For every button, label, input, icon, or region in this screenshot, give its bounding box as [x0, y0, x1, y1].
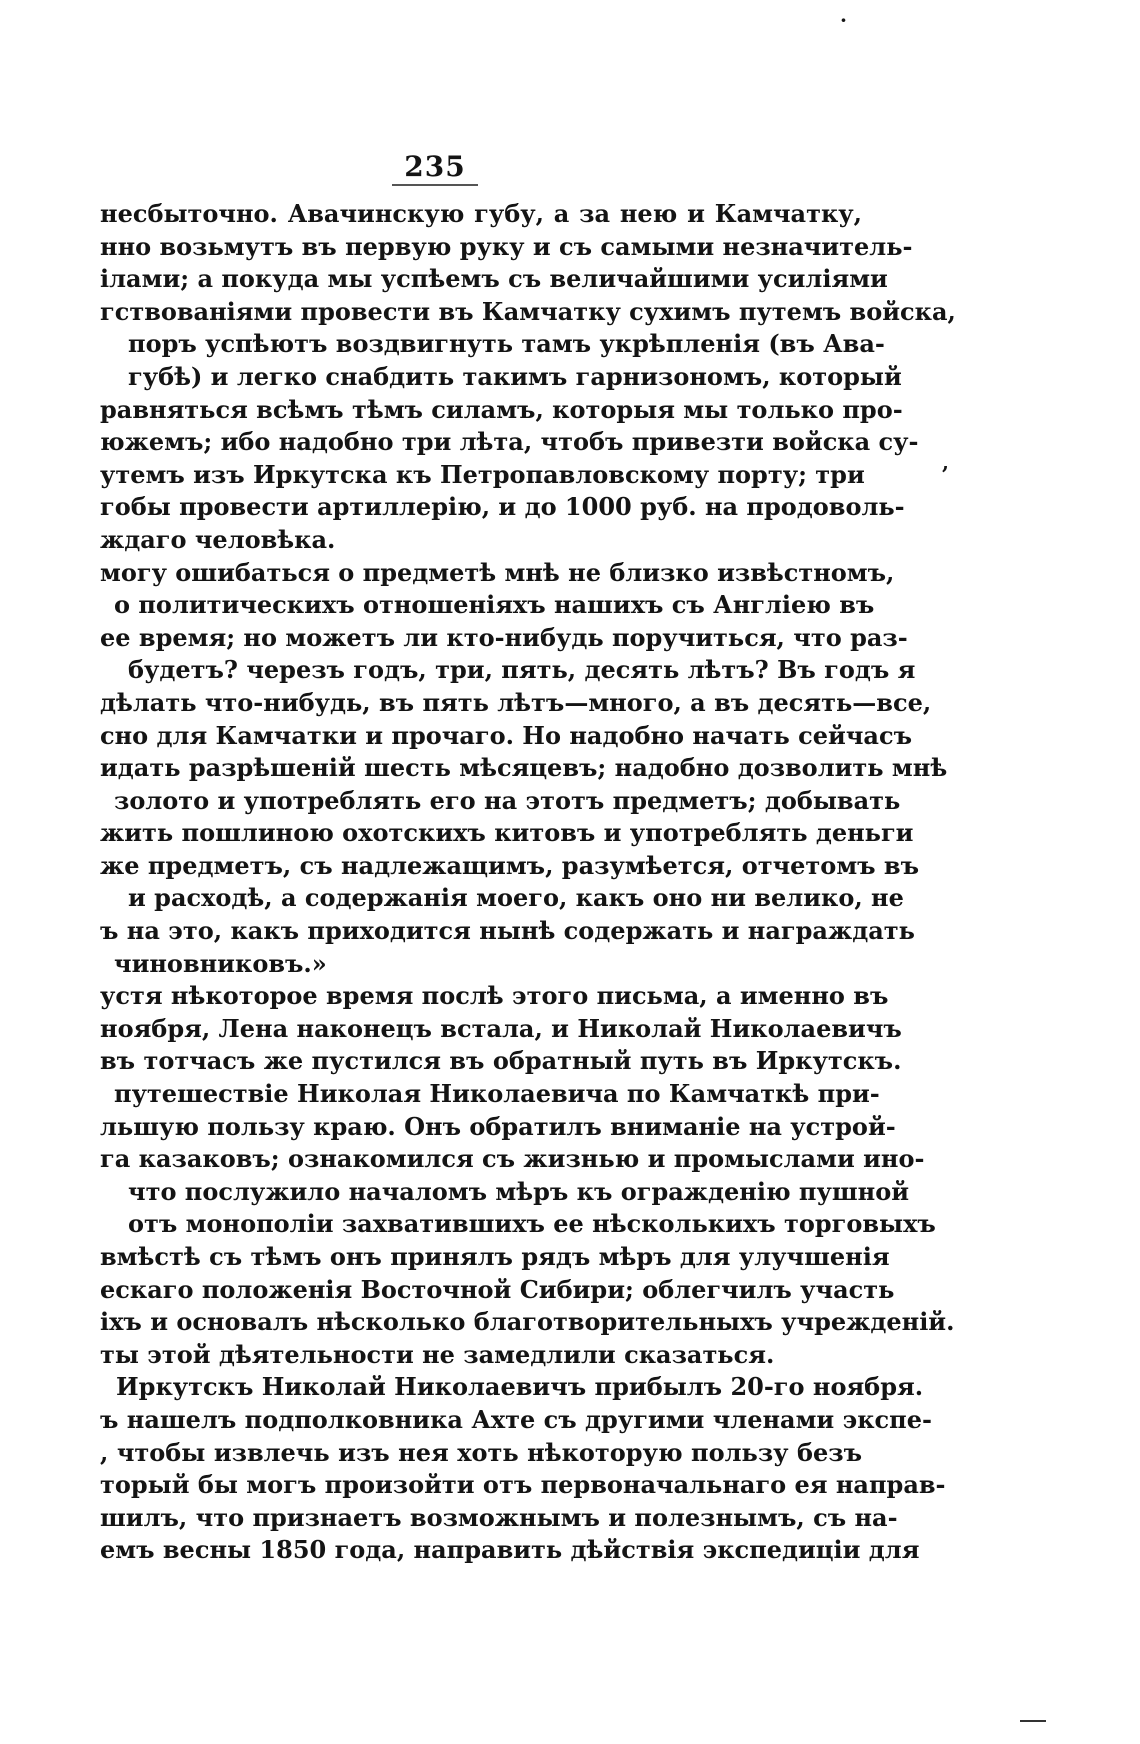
text-line: гобы провести артиллерію, и до 1000 руб. на продоволь- [100, 492, 905, 522]
text-line: и расходѣ, а содержанія моего, какъ оно ни велико, не [128, 883, 904, 913]
text-line: могу ошибаться о предметѣ мнѣ не близко извѣстномъ, [100, 557, 895, 587]
text-line: ее время; но можетъ ли кто-нибудь поручиться, что раз- [100, 622, 908, 652]
text-line: жить пошлиною охотскихъ китовъ и употреблять деньги [100, 818, 914, 848]
text-line: льшую пользу краю. Онъ обратилъ вниманіе на устрой- [100, 1111, 896, 1141]
text-line: дѣлать что-нибудь, въ пять лѣтъ—много, а въ десять—все, [100, 687, 932, 717]
text-line: нно возьмутъ въ первую руку и съ самыми незначитель- [100, 231, 913, 261]
text-line: путешествіе Николая Николаевича по Камчаткѣ при- [114, 1079, 880, 1109]
text-line: южемъ; ибо надобно три лѣта, чтобъ привезти войска су- [100, 427, 919, 457]
text-line: шилъ, что признаетъ возможнымъ и полезнымъ, съ на- [100, 1502, 898, 1532]
text-line: Иркутскъ Николай Николаевичъ прибылъ 20-го ноября. [116, 1372, 924, 1402]
text-line: ъ на это, какъ приходится нынѣ содержать и награждать [100, 916, 915, 946]
text-line: устя нѣкоторое время послѣ этого письма, а именно въ [100, 981, 889, 1011]
margin-tick-mark: , [942, 450, 949, 474]
text-line: золото и употреблять его на этотъ предметъ; добывать [114, 785, 901, 815]
text-line: идать разрѣшеній шесть мѣсяцевъ; надобно дозволить мнѣ [100, 753, 948, 783]
text-line: что послужило началомъ мѣръ къ огражденію пушной [128, 1176, 910, 1206]
body-text [100, 198, 956, 1567]
margin-dash-mark [1020, 1720, 1046, 1722]
text-line: будетъ? черезъ годъ, три, пять, десять лѣтъ? Въ годъ я [128, 655, 916, 685]
text-line: емъ весны 1850 года, направить дѣйствія экспедиціи для [100, 1535, 920, 1565]
text-line: же предметъ, съ надлежащимъ, разумѣется, отчетомъ въ [100, 850, 920, 880]
text-line: ілами; а покуда мы успѣемъ съ величайшими усиліями [100, 264, 888, 294]
text-line: утемъ изъ Иркутска къ Петропавловскому порту; три [100, 459, 865, 489]
text-line: ъ нашелъ подполковника Ахте съ другими членами экспе- [100, 1404, 932, 1434]
text-line: несбыточно. Авачинскую губу, а за нею и Камчатку, [100, 199, 862, 228]
text-line: ноября, Лена наконецъ встала, и Николай Николаевичъ [100, 1013, 902, 1043]
text-line: равняться всѣмъ тѣмъ силамъ, которыя мы только про- [100, 394, 903, 424]
page-number-rule [392, 184, 478, 186]
text-line: сно для Камчатки и прочаго. Но надобно начать сейчасъ [100, 720, 912, 750]
page-number: 235 [404, 150, 466, 183]
text-line: отъ монополіи захватившихъ ее нѣсколькихъ торговыхъ [128, 1209, 936, 1239]
text-line: гствованіями провести въ Камчатку сухимъ путемъ войска, [100, 296, 956, 326]
text-line: іхъ и основалъ нѣсколько благотворительныхъ учрежденій. [100, 1307, 955, 1337]
text-line: губѣ) и легко снабдить такимъ гарнизономъ, который [128, 361, 902, 391]
text-line: ескаго положенія Восточной Сибири; облегчилъ участь [100, 1274, 895, 1304]
text-line: въ тотчасъ же пустился въ обратный путь въ Иркутскъ. [100, 1046, 902, 1076]
text-line: , чтобы извлечь изъ нея хоть нѣкоторую пользу безъ [100, 1437, 862, 1467]
text-line: га казаковъ; ознакомился съ жизнью и промыслами ино- [100, 1144, 925, 1174]
text-line: торый бы могъ произойти отъ первоначальнаго ея направ- [100, 1470, 946, 1500]
text-line: чиновниковъ.» [114, 948, 327, 978]
text-line: ждаго человѣка. [100, 524, 336, 554]
margin-dot-mark: · [840, 8, 847, 32]
text-line: о политическихъ отношеніяхъ нашихъ съ Англіею въ [114, 590, 875, 620]
text-line: ты этой дѣятельности не замедлили сказаться. [100, 1339, 775, 1369]
text-line: вмѣстѣ съ тѣмъ онъ принялъ рядъ мѣръ для улучшенія [100, 1242, 890, 1271]
text-line: поръ успѣютъ воздвигнуть тамъ укрѣпленія (въ Ава- [128, 329, 885, 359]
